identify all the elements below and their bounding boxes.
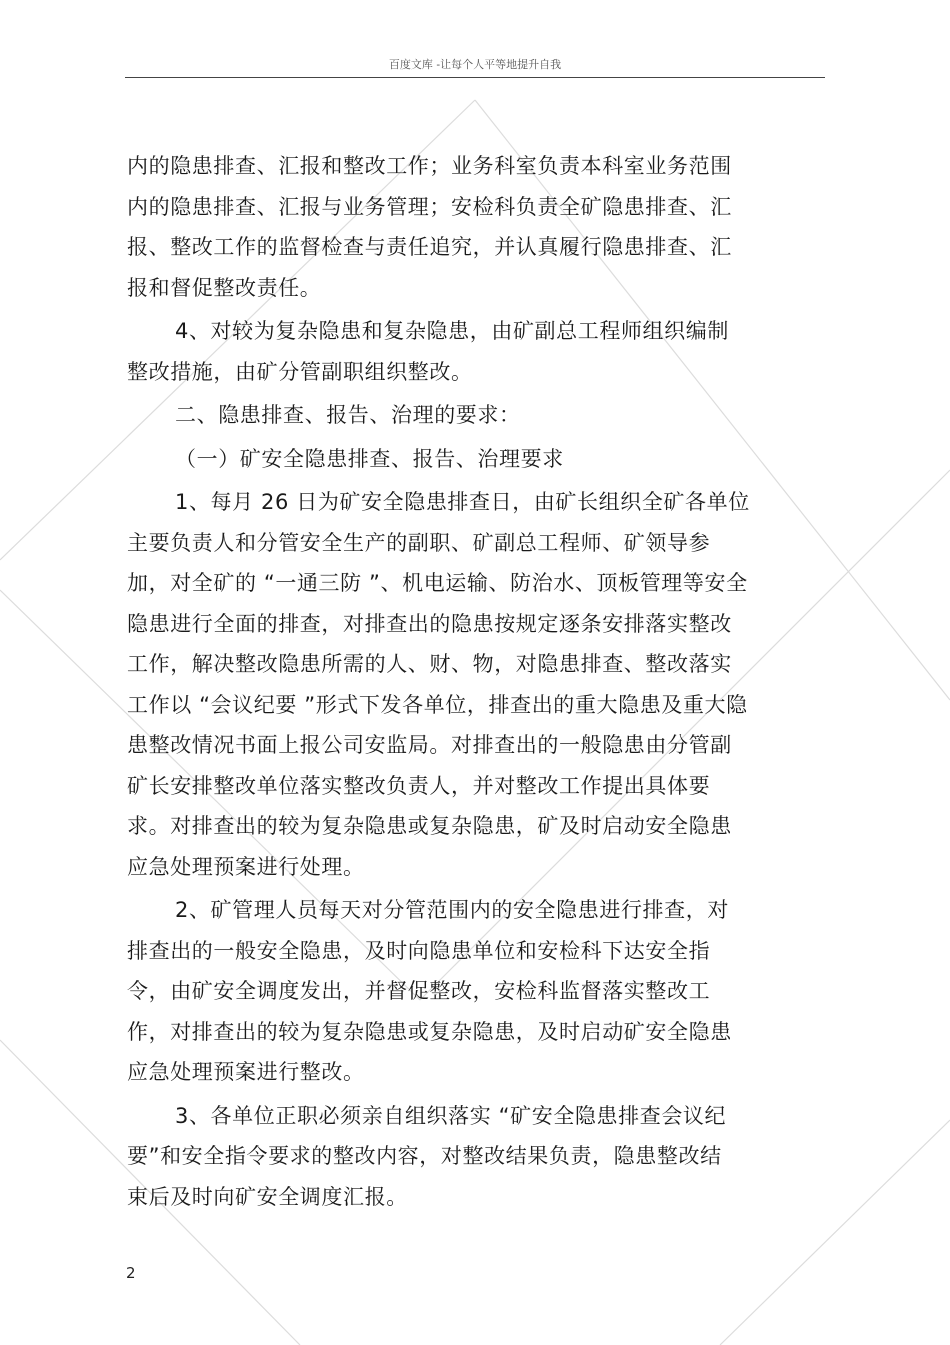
document-body [127,146,807,1217]
text-line: 作，对排查出的较为复杂隐患或复杂隐患，及时启动矿安全隐患 [127,1019,732,1044]
section-heading: 二、隐患排查、报告、治理的要求： [175,403,521,427]
text-line: 患整改情况书面上报公司安监局。对排查出的一般隐患由分管副 [127,733,732,757]
page-number: 2 [126,1264,136,1282]
text-line: 内的隐患排查、汇报与业务管理；安检科负责全矿隐患排查、汇 [127,194,732,219]
text-line: 工作，解决整改隐患所需的人、财、物，对隐患排查、整改落实 [127,652,732,676]
text-line: 整改措施，由矿分管副职组织整改。 [127,359,473,384]
text-line: 要”和安全指令要求的整改内容，对整改结果负责，隐患整改结 [127,1144,722,1168]
text-line: 应急处理预案进行整改。 [127,1060,365,1084]
text-line: 报和督促整改责任。 [127,275,322,300]
text-line: 3、各单位正职必须亲自组织落实 “矿安全隐患排查会议纪 [175,1103,727,1128]
subsection-heading: （一）矿安全隐患排查、报告、治理要求 [175,446,564,471]
text-line: 矿长安排整改单位落实整改负责人，并对整改工作提出具体要 [127,773,711,798]
text-line: 报、整改工作的监督检查与责任追究，并认真履行隐患排查、汇 [127,235,732,259]
text-line: 内的隐患排查、汇报和整改工作；业务科室负责本科室业务范围 [127,154,732,178]
text-line: 应急处理预案进行处理。 [127,854,365,879]
text-line: 2、矿管理人员每天对分管范围内的安全隐患进行排查，对 [175,898,729,922]
text-line: 排查出的一般安全隐患，及时向隐患单位和安检科下达安全指 [127,938,711,963]
page-header: 百度文库 -让每个人平等地提升自我 [388,58,562,71]
header-rule [125,77,825,78]
text-line: 求。对排查出的较为复杂隐患或复杂隐患，矿及时启动安全隐患 [127,814,732,838]
text-line: 加，对全矿的 “一通三防 ”、机电运输、防治水、顶板管理等安全 [127,571,748,595]
text-line: 4、对较为复杂隐患和复杂隐患，由矿副总工程师组织编制 [175,319,729,343]
text-line: 工作以 “会议纪要 ”形式下发各单位，排查出的重大隐患及重大隐 [127,692,748,717]
text-line: 主要负责人和分管安全生产的副职、矿副总工程师、矿领导参 [127,530,711,555]
text-line: 令，由矿安全调度发出，并督促整改，安检科监督落实整改工 [127,979,711,1003]
text-line: 束后及时向矿安全调度汇报。 [127,1184,408,1209]
text-line: 隐患进行全面的排查，对排查出的隐患按规定逐条安排落实整改 [127,611,732,636]
text-line: 1、每月 26 日为矿安全隐患排查日，由矿长组织全矿各单位 [175,490,750,514]
